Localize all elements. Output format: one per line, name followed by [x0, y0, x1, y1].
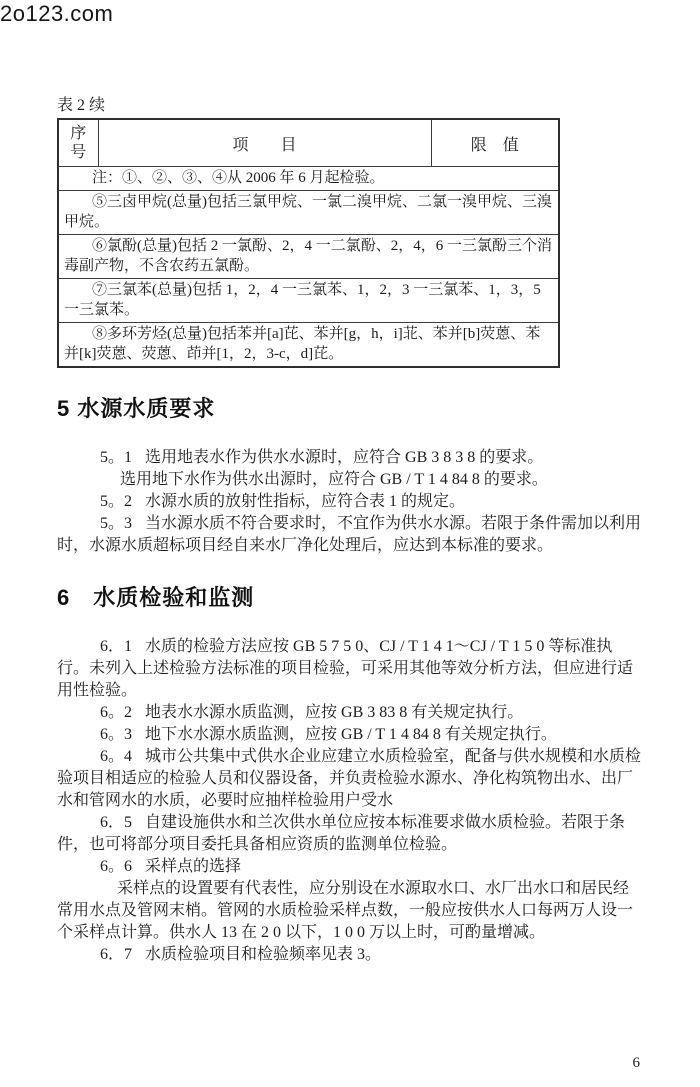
paragraph-text: 采样点的设置要有代表性，应分别设在水源取水口、水厂出水口和居民经常用水点及管网末梢。管网的水质检验采样点数，一般应按供水人口每两万人设一个采样点计算。供水人 13 在 2 0 以下，1 0 0 万以上时，可酌量增减。 — [57, 880, 634, 941]
paragraph-5-1-continued — [57, 469, 642, 491]
paragraph-number: 6。6 — [100, 858, 133, 875]
paragraph-number: 5。2 — [100, 493, 133, 510]
paragraph-6-4 — [57, 746, 642, 812]
col-header-serial-number — [58, 119, 98, 167]
col-header-serial-line1: 序 — [70, 125, 87, 142]
paragraph-text: 采样点的选择 — [145, 858, 242, 875]
paragraph-number: 6．7 — [100, 946, 133, 963]
table-header-row — [58, 119, 559, 167]
paragraph-text: 水质检验项目和检验频率见表 3。 — [145, 946, 382, 963]
paragraph-number: 6。4 — [100, 748, 133, 765]
table-note-8: ⑧多环芳烃(总量)包括苯并[a]芘、苯并[g，h，i]苝、苯并[b]荧蒽、苯并[k]荧蒽、荧蒽、茚并[1，2，3-c，d]芘。 — [58, 323, 559, 368]
paragraph-5-3 — [57, 513, 642, 557]
table-2-continued — [57, 118, 560, 368]
paragraph-text: 水质的检验方法应按 GB 5 7 5 0、CJ / T 1 4 1～CJ / T 1 5 0 等标准执行。未列入上述检验方法标准的项目检验，可采用其他等效分析方法，但应进行适用性检验。 — [57, 638, 634, 699]
paragraph-6-6-body — [57, 878, 642, 944]
paragraph-number: 5。3 — [100, 515, 133, 532]
paragraph-text: 选用地表水作为供水水源时，应符合 GB 3 8 3 8 的要求。 — [145, 449, 544, 466]
paragraph-text: 水源水质的放射性指标，应符合表 1 的规定。 — [145, 493, 466, 510]
col-header-limit: 限 值 — [431, 119, 559, 167]
table-note-6: ⑥氯酚(总量)包括 2 一氯酚、2，4 一二氯酚、2，4，6 一三氯酚三个消毒副产物，不含农药五氯酚。 — [58, 235, 559, 279]
watermark: 2o123.com — [0, 1, 114, 26]
col-header-item: 项 目 — [98, 119, 431, 167]
paragraph-number: 6．1 — [100, 638, 133, 655]
paragraph-number: 6。3 — [100, 726, 133, 743]
section-5-heading: 5 水源水质要求 — [57, 396, 216, 421]
paragraph-6-2 — [57, 702, 642, 724]
paragraph-number: 5。1 — [100, 449, 133, 466]
paragraph-5-1 — [57, 447, 642, 469]
paragraph-text: 当水源水质不符合要求时，不宜作为供水水源。若限于条件需加以利用时，水源水质超标项目经自来水厂净化处理后，应达到本标准的要求。 — [57, 515, 642, 554]
paragraph-text: 选用地下水作为供水出源时，应符合 GB / T 1 4 84 8 的要求。 — [120, 471, 548, 488]
section-6-heading: 6 水质检验和监测 — [57, 585, 255, 610]
table-note-row — [58, 191, 559, 235]
paragraph-text: 地下水水源水质监测，应按 GB / T 1 4 84 8 有关规定执行。 — [145, 726, 557, 743]
table-note-row — [58, 235, 559, 279]
paragraph-number: 6．5 — [100, 814, 133, 831]
page-number: 6 — [632, 1055, 640, 1071]
paragraph-6-3 — [57, 724, 642, 746]
table-note-row — [58, 323, 559, 368]
table-caption: 表 2 续 — [57, 97, 106, 114]
table-note-general: 注：①、②、③、④从 2006 年 6 月起检验。 — [58, 167, 559, 191]
paragraph-6-7 — [57, 944, 642, 966]
section-6-body — [57, 636, 642, 966]
paragraph-number: 6。2 — [100, 704, 133, 721]
section-5-body — [57, 447, 642, 557]
paragraph-6-5 — [57, 812, 642, 856]
col-header-serial-line2: 号 — [70, 144, 87, 161]
paragraph-text: 自建设施供水和兰次供水单位应按本标准要求做水质检验。若限于条件，也可将部分项目委托具备相应资质的监测单位检验。 — [57, 814, 626, 853]
paragraph-6-1 — [57, 636, 642, 702]
paragraph-5-2 — [57, 491, 642, 513]
paragraph-text: 城市公共集中式供水企业应建立水质检验室，配备与供水规模和水质检验项目相适应的检验人员和仪器设备，并负责检验水源水、净化构筑物出水、出厂水和管网水的水质，必要时应抽样检验用户受水 — [57, 748, 642, 809]
table-note-row — [58, 167, 559, 191]
paragraph-text: 地表水水源水质监测，应按 GB 3 83 8 有关规定执行。 — [145, 704, 524, 721]
table-note-5: ⑤三卤甲烷(总量)包括三氯甲烷、一氯二溴甲烷、二氯一溴甲烷、三溴甲烷。 — [58, 191, 559, 235]
table-note-7: ⑦三氯苯(总量)包括 1，2，4 一三氯苯、1，2，3 一三氯苯、1，3，5 一三氯苯。 — [58, 279, 559, 323]
paragraph-6-6 — [57, 856, 642, 878]
table-note-row — [58, 279, 559, 323]
